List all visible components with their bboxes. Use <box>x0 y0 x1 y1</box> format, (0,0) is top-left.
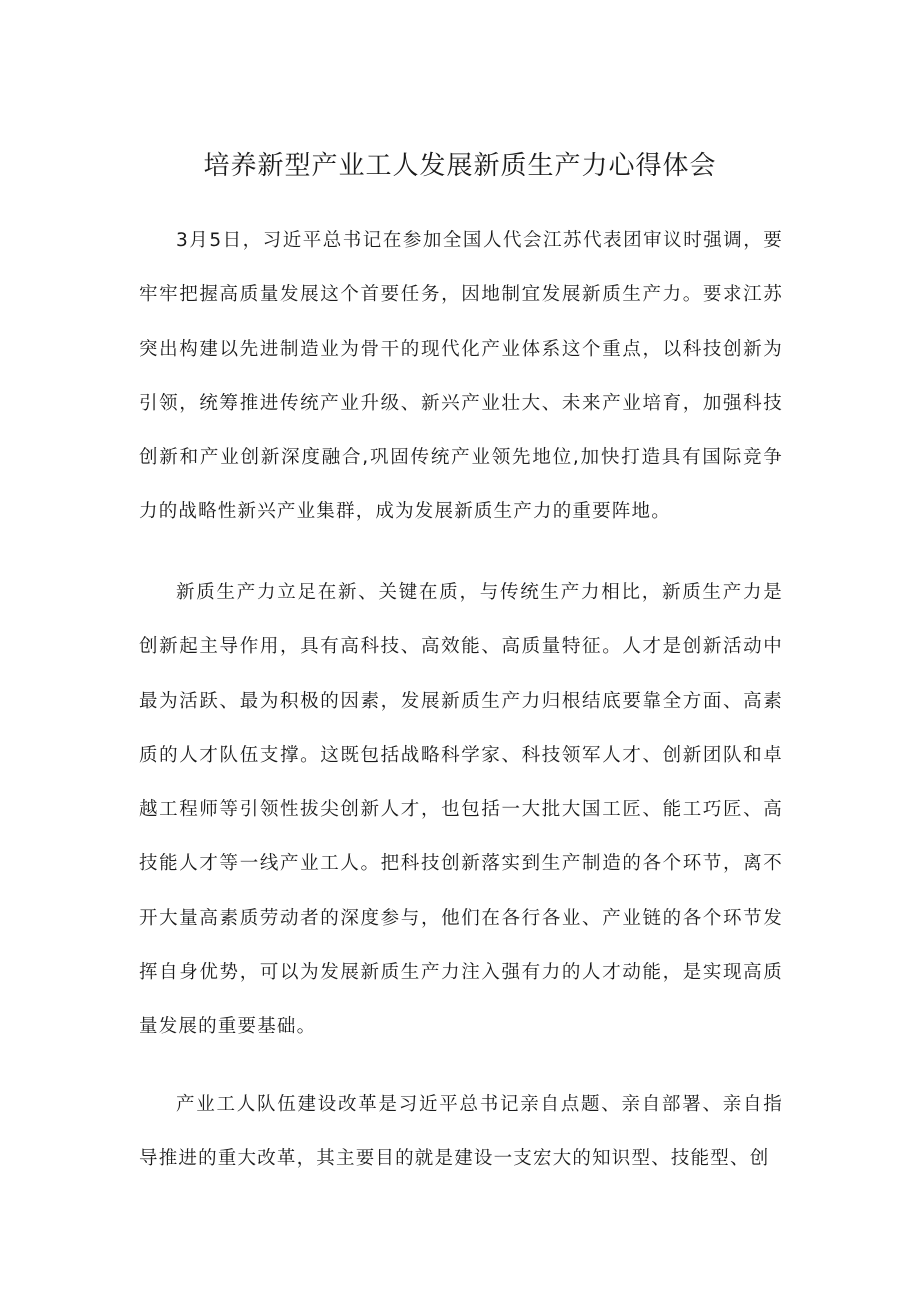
document-title: 培养新型产业工人发展新质生产力心得体会 <box>203 151 717 181</box>
paragraph-1: 3月5日，习近平总书记在参加全国人代会江苏代表团审议时强调，要牢牢把握高质量发展这个首要任务，因地制宜发展新质生产力。要求江苏突出构建以先进制造业为骨干的现代化产业体系这个重点，以科技创新为引领，统筹推进传统产业升级、新兴产业壮大、未来产业培育，加强科技创新和产业创新深度融合,巩固传统产业领先地位,加快打造具有国际竞争力的战略性新兴产业集群，成为发展新质生产力的重要阵地。 <box>139 230 783 523</box>
paragraph-3: 产业工人队伍建设改革是习近平总书记亲自点题、亲自部署、亲自指导推进的重大改革，其主要目的就是建设一支宏大的知识型、技能型、创 <box>139 1094 783 1170</box>
paragraph-2: 新质生产力立足在新、关键在质，与传统生产力相比，新质生产力是创新起主导作用，具有高科技、高效能、高质量特征。人才是创新活动中最为活跃、最为积极的因素，发展新质生产力归根结底要靠全方面、高素质的人才队伍支撑。这既包括战略科学家、科技领军人才、创新团队和卓越工程师等引领性拔尖创新人才，也包括一大批大国工匠、能工巧匠、高技能人才等一线产业工人。把科技创新落实到生产制造的各个环节，离不开大量高素质劳动者的深度参与，他们在各行各业、产业链的各个环节发挥自身优势，可以为发展新质生产力注入强有力的人才动能，是实现高质量发展的重要基础。 <box>139 582 783 1038</box>
